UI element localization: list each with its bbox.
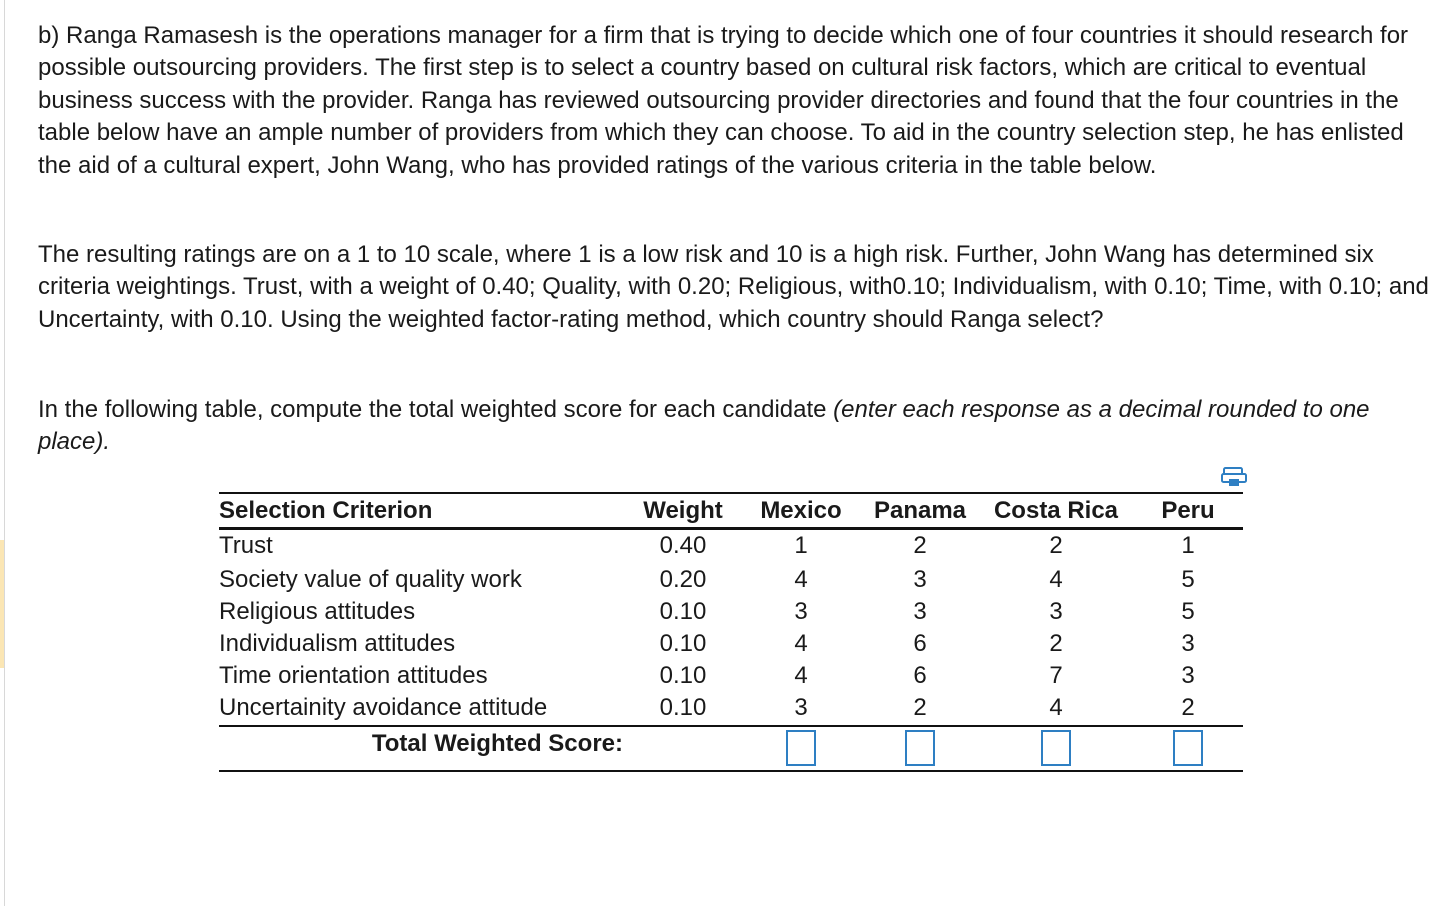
peru-total-input[interactable] — [1173, 730, 1203, 766]
row-religious-weight: 0.10 — [659, 598, 707, 625]
row-individualism-costa-rica: 2 — [1049, 630, 1063, 657]
row-trust-panama: 2 — [913, 532, 927, 559]
row-time-costa-rica: 7 — [1049, 662, 1063, 689]
row-uncertainty-criterion: Uncertainity avoidance attitude — [219, 694, 548, 721]
header-selection-criterion: Selection Criterion — [219, 497, 433, 524]
row-religious-criterion: Religious attitudes — [219, 598, 416, 625]
row-trust-mexico: 1 — [794, 532, 808, 559]
header-weight: Weight — [643, 497, 723, 524]
header-mexico: Mexico — [760, 497, 842, 524]
row-uncertainty-weight: 0.10 — [659, 694, 707, 721]
instruction-text: In the following table, compute the total weighted score for each candidate — [38, 396, 834, 423]
row-individualism-panama: 6 — [913, 630, 927, 657]
row-uncertainty-mexico: 3 — [794, 694, 808, 721]
row-quality-mexico: 4 — [794, 566, 808, 593]
table-header-rule — [219, 527, 1243, 530]
header-peru: Peru — [1161, 497, 1215, 524]
row-trust-weight: 0.40 — [659, 532, 707, 559]
instruction-italic: (enter each response as a decimal rounded to one place). — [38, 396, 1370, 456]
row-quality-criterion: Society value of quality work — [219, 566, 522, 593]
ratings-paragraph: The resulting ratings are on a 1 to 10 scale, where 1 is a low risk and 10 is a high risk. Further, John Wang has determined six criteria weightings. Trust, with a weight of 0.40; Quality, with 0.20; Religious, with0.10; Individualism, with 0.10; Time, with 0.10; and Uncertainty, with 0.10. Using the weighted factor-rating method, which country should Ranga select? — [38, 241, 1429, 333]
weighted-score-table — [219, 492, 1243, 774]
header-panama: Panama — [873, 497, 967, 524]
row-time-panama: 6 — [913, 662, 927, 689]
header-costa-rica: Costa Rica — [993, 497, 1119, 524]
row-trust-peru: 1 — [1181, 532, 1195, 559]
row-religious-costa-rica: 3 — [1049, 598, 1063, 625]
costa-rica-total-input[interactable] — [1041, 730, 1071, 766]
row-time-peru: 3 — [1181, 662, 1195, 689]
print-icon[interactable] — [1221, 466, 1247, 488]
row-time-mexico: 4 — [794, 662, 808, 689]
row-religious-panama: 3 — [913, 598, 927, 625]
row-time-weight: 0.10 — [659, 662, 707, 689]
row-uncertainty-peru: 2 — [1181, 694, 1195, 721]
row-quality-weight: 0.20 — [659, 566, 707, 593]
instruction-paragraph — [38, 394, 1433, 459]
row-uncertainty-costa-rica: 4 — [1049, 694, 1063, 721]
row-religious-mexico: 3 — [794, 598, 808, 625]
problem-paragraph: b) Ranga Ramasesh is the operations manager for a firm that is trying to decide which one of four countries it should research for possible outsourcing providers. The first step is to select a country based on cultural risk factors, which are critical to eventual business success with the provider. Ranga has reviewed outsourcing provider directories and found that the four countries in the table below have an ample number of providers from which they can choose. To aid in the country selection step, he has enlisted the aid of a cultural expert, John Wang, who has provided ratings of the various criteria in the table below. — [38, 22, 1409, 179]
left-edge-divider — [4, 0, 5, 906]
table-bottom-rule — [219, 770, 1243, 772]
row-uncertainty-panama: 2 — [913, 694, 927, 721]
row-trust-costa-rica: 2 — [1049, 532, 1063, 559]
row-individualism-peru: 3 — [1181, 630, 1195, 657]
panama-total-input[interactable] — [905, 730, 935, 766]
row-individualism-criterion: Individualism attitudes — [219, 630, 456, 657]
left-edge-highlight — [0, 540, 4, 668]
row-quality-panama: 3 — [913, 566, 927, 593]
row-time-criterion: Time orientation attitudes — [219, 662, 488, 689]
row-religious-peru: 5 — [1181, 598, 1195, 625]
table-top-rule — [219, 492, 1243, 494]
row-individualism-weight: 0.10 — [659, 630, 707, 657]
mexico-total-input[interactable] — [786, 730, 816, 766]
row-individualism-mexico: 4 — [794, 630, 808, 657]
total-weighted-score-label: Total Weighted Score: — [371, 730, 623, 757]
row-quality-costa-rica: 4 — [1049, 566, 1063, 593]
table-body-rule — [219, 725, 1243, 727]
row-trust-criterion: Trust — [219, 532, 273, 559]
row-quality-peru: 5 — [1181, 566, 1195, 593]
